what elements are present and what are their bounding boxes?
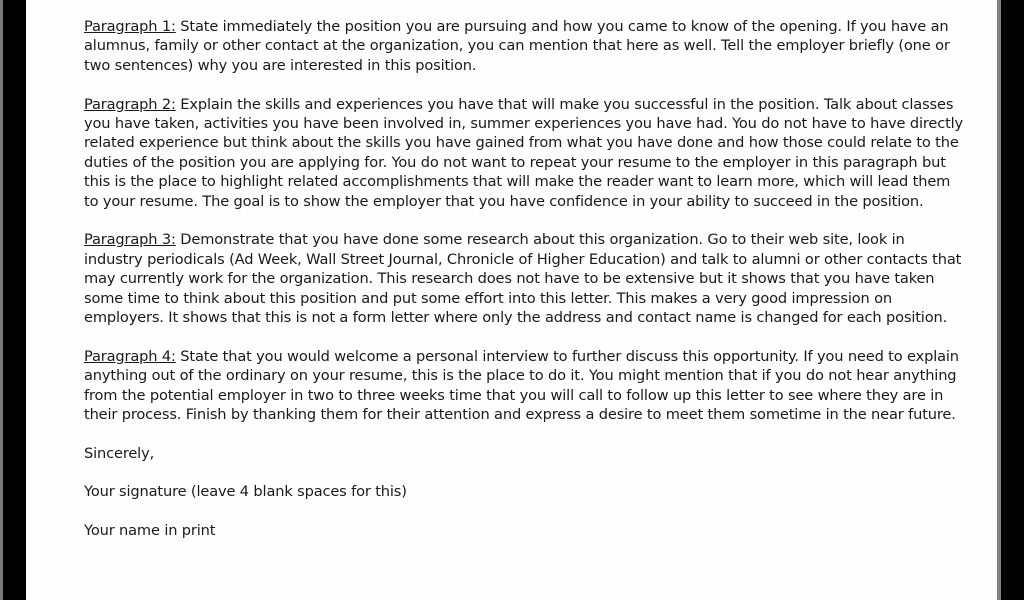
paragraph-4 bbox=[84, 347, 964, 425]
document-body bbox=[84, 17, 964, 559]
left-border-black bbox=[3, 0, 26, 600]
paragraph-4-label: Paragraph 4: bbox=[84, 347, 176, 365]
paragraph-3-label: Paragraph 3: bbox=[84, 231, 176, 249]
paragraph-3 bbox=[84, 230, 964, 327]
paragraph-2-label: Paragraph 2: bbox=[84, 95, 176, 113]
paragraph-1-text: State immediately the position you are pursuing and how you came to know of the opening. If you have an alumnus, family or other contact at the organization, you can mention that here as well. Tell the employer briefly (one or two sentences) why you are interested in this position. bbox=[84, 18, 950, 74]
printed-name-line: Your name in print bbox=[84, 521, 216, 539]
paragraph-2 bbox=[84, 95, 964, 211]
paragraph-4-text: State that you would welcome a personal interview to further discuss this opportunity. If you need to explain anything out of the ordinary on your resume, this is the place to do it. You might mention that if you do not hear anything from the potential employer in two to three weeks time that you will call to follow up this letter to see where they are in their process. Finish by thanking them for their attention and express a desire to meet them sometime in the near future. bbox=[84, 347, 959, 424]
paragraph-3-text: Demonstrate that you have done some research about this organization. Go to their web site, look in industry periodicals (Ad Week, Wall Street Journal, Chronicle of Higher Education) and talk to alumni or other contacts that may currently work for the organization. This research does not have to be extensive but it shows that you have taken some time to think about this position and put some effort into this letter. This makes a very good impression on employers. It shows that this is not a form letter where only the address and contact name is changed for each position. bbox=[84, 231, 962, 327]
document-page bbox=[26, 0, 997, 600]
closing-salutation: Sincerely, bbox=[84, 444, 155, 462]
paragraph-1-label: Paragraph 1: bbox=[84, 18, 176, 35]
signature-line: Your signature (leave 4 blank spaces for this) bbox=[84, 483, 407, 501]
paragraph-1 bbox=[84, 17, 964, 75]
paragraph-2-text: Explain the skills and experiences you have that will make you successful in the position. Talk about classes you have taken, activities you have been involved in, summer experiences you have had. You do not have to have directly related experience but think about the skills you have gained from what you have done and how those could relate to the duties of the position you are applying for. You do not want to repeat your resume to the employer in this paragraph but this is the place to highlight related accomplishments that will make the reader want to learn more, which will lead them to your resume. The goal is to show the employer that you have confidence in your ability to succeed in the position. bbox=[84, 95, 964, 210]
right-border-black bbox=[1001, 0, 1024, 600]
